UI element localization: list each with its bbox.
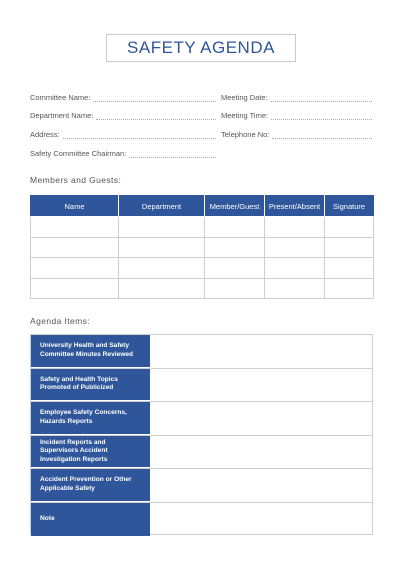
agenda-row xyxy=(31,335,372,369)
table-cell[interactable] xyxy=(325,237,374,258)
table-cell[interactable] xyxy=(265,237,325,258)
department-name-field[interactable] xyxy=(30,108,216,120)
telephone-line[interactable] xyxy=(272,130,372,139)
table-cell[interactable] xyxy=(205,237,265,258)
agenda-item-label: Safety and Health Topics Promoted of Publicized xyxy=(31,369,150,402)
column-header-present-absent: Present/Absent xyxy=(265,196,325,217)
table-cell[interactable] xyxy=(205,278,265,299)
table-cell[interactable] xyxy=(119,278,205,299)
agenda-item-label: Accident Prevention or Other Applicable Safety xyxy=(31,469,150,502)
committee-name-line[interactable] xyxy=(93,93,216,102)
table-row xyxy=(31,217,374,238)
table-row xyxy=(31,258,374,279)
agenda-row xyxy=(31,469,372,503)
department-name-line[interactable] xyxy=(96,111,216,120)
agenda-item-label: Incident Reports and Supervisors Accident Investigation Reports xyxy=(31,436,150,469)
table-cell[interactable] xyxy=(325,217,374,238)
agenda-row xyxy=(31,369,372,403)
column-header-name: Name xyxy=(31,196,119,217)
committee-name-label: Committee Name: xyxy=(30,93,91,102)
agenda-row xyxy=(31,436,372,470)
members-table xyxy=(30,195,374,299)
agenda-item-label: Employee Safety Concerns, Hazards Reports xyxy=(31,402,150,435)
agenda-heading: Agenda Items: xyxy=(30,316,91,326)
table-cell[interactable] xyxy=(265,258,325,279)
committee-name-field[interactable] xyxy=(30,90,216,102)
agenda-row xyxy=(31,402,372,436)
meeting-time-label: Meeting Time: xyxy=(221,111,269,120)
members-heading: Members and Guests: xyxy=(30,175,122,185)
meeting-time-field[interactable] xyxy=(221,108,372,120)
agenda-item-value[interactable] xyxy=(150,369,372,402)
table-cell[interactable] xyxy=(31,258,119,279)
table-cell[interactable] xyxy=(265,217,325,238)
agenda-row xyxy=(31,503,372,537)
table-cell[interactable] xyxy=(119,258,205,279)
agenda-item-value[interactable] xyxy=(150,402,372,435)
agenda-item-label: University Health and Safety Committee Minutes Reviewed xyxy=(31,335,150,368)
title-box xyxy=(106,34,296,62)
members-header-row xyxy=(31,196,374,217)
chairman-field[interactable] xyxy=(30,146,216,158)
agenda-item-value[interactable] xyxy=(150,335,372,368)
meeting-time-line[interactable] xyxy=(271,111,372,120)
address-field[interactable] xyxy=(30,127,216,139)
meeting-date-field[interactable] xyxy=(221,90,372,102)
table-cell[interactable] xyxy=(205,217,265,238)
address-line[interactable] xyxy=(63,130,216,139)
table-cell[interactable] xyxy=(205,258,265,279)
agenda-table xyxy=(30,334,373,535)
table-row xyxy=(31,278,374,299)
table-cell[interactable] xyxy=(265,278,325,299)
meeting-date-line[interactable] xyxy=(271,93,372,102)
table-row xyxy=(31,237,374,258)
column-header-signature: Signature xyxy=(325,196,374,217)
chairman-label: Safety Committee Chairman: xyxy=(30,149,127,158)
table-cell[interactable] xyxy=(119,237,205,258)
column-header-department: Department xyxy=(119,196,205,217)
table-cell[interactable] xyxy=(31,278,119,299)
page-title: SAFETY AGENDA xyxy=(127,38,275,57)
agenda-item-value[interactable] xyxy=(150,503,372,537)
table-cell[interactable] xyxy=(119,217,205,238)
agenda-item-value[interactable] xyxy=(150,469,372,502)
telephone-field[interactable] xyxy=(221,127,372,139)
agenda-item-label: Note xyxy=(31,503,150,537)
table-cell[interactable] xyxy=(325,278,374,299)
department-name-label: Department Name: xyxy=(30,111,94,120)
telephone-label: Telephone No: xyxy=(221,130,270,139)
table-cell[interactable] xyxy=(31,237,119,258)
address-label: Address: xyxy=(30,130,60,139)
column-header-member-guest: Member/Guest xyxy=(205,196,265,217)
table-cell[interactable] xyxy=(325,258,374,279)
meeting-date-label: Meeting Date: xyxy=(221,93,268,102)
table-cell[interactable] xyxy=(31,217,119,238)
chairman-line[interactable] xyxy=(129,149,216,158)
agenda-item-value[interactable] xyxy=(150,436,372,469)
